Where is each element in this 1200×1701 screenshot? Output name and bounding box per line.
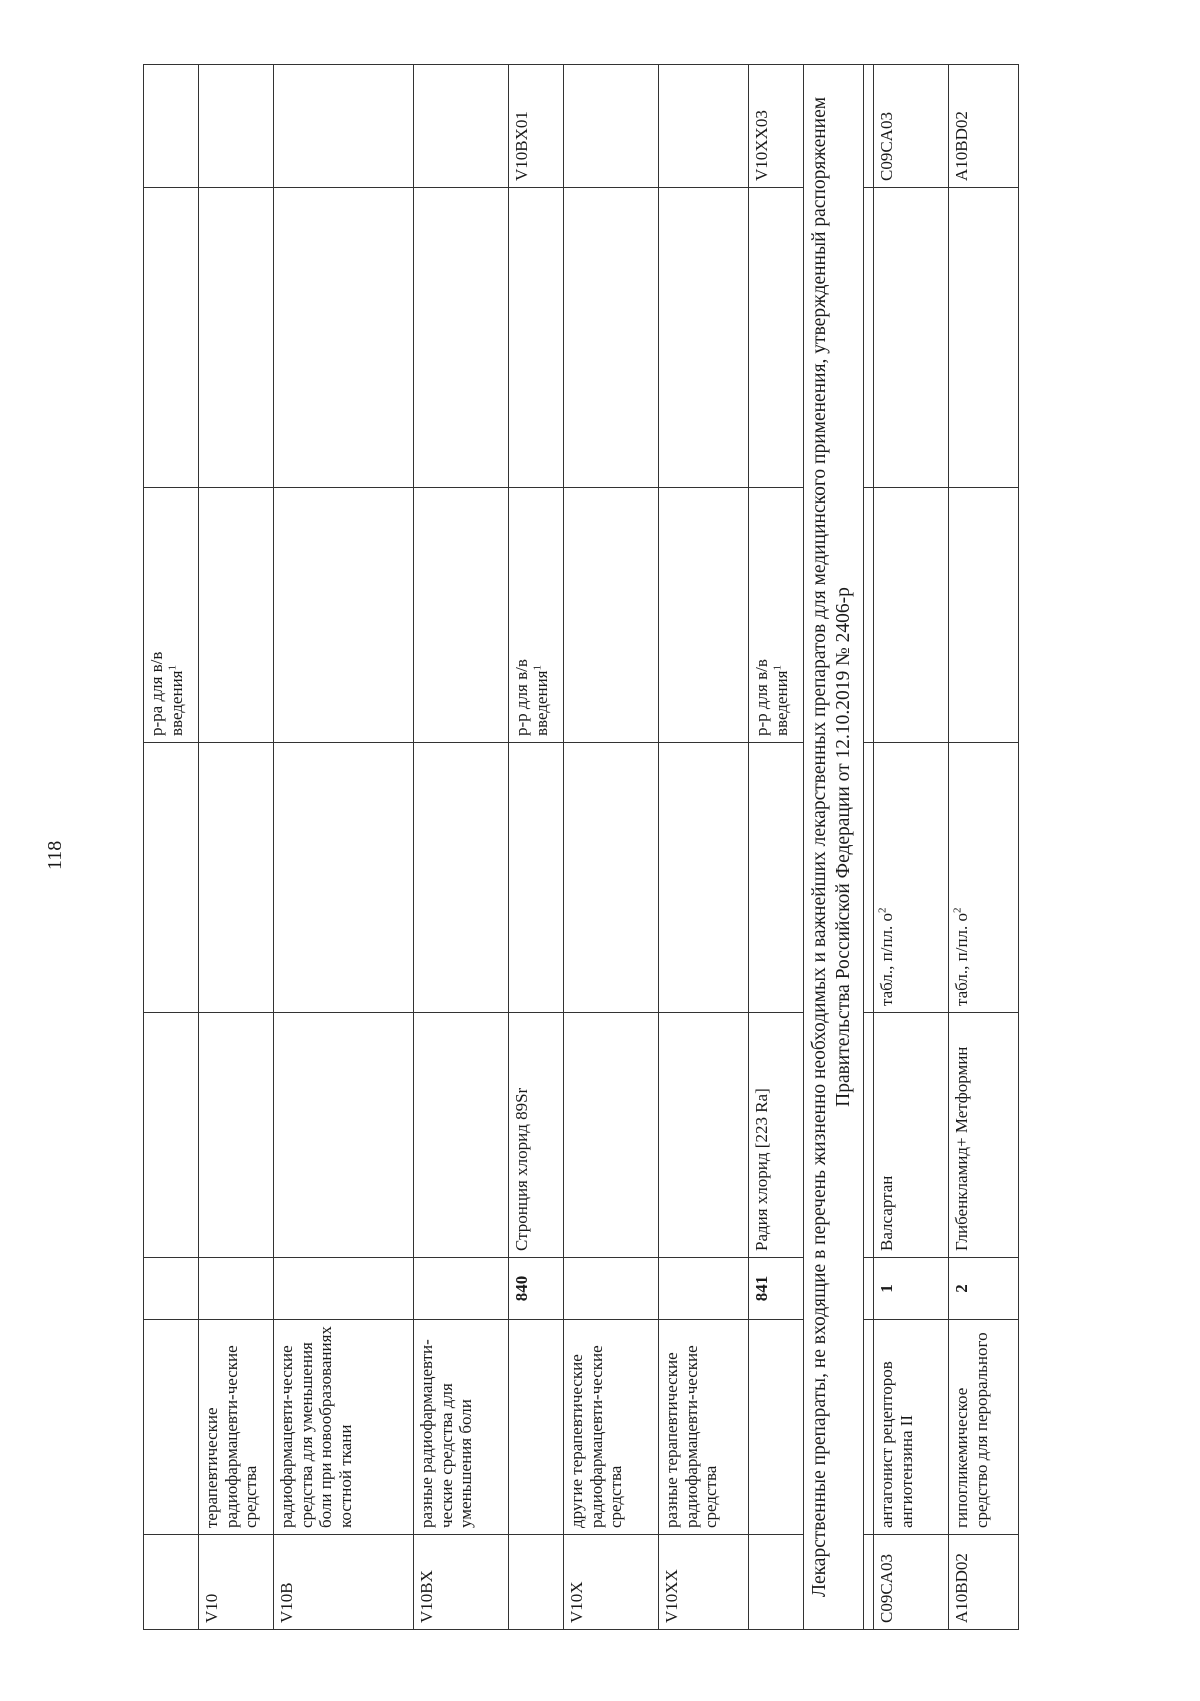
- table-row: [949, 65, 1019, 1630]
- empty-cell: [949, 188, 1019, 488]
- footnote-marker: 2: [876, 907, 889, 913]
- code-cell: [144, 1535, 199, 1630]
- empty-cell: [199, 188, 274, 488]
- number-cell: [659, 1258, 749, 1320]
- empty-cell: [874, 488, 949, 743]
- atc-cell: [274, 65, 414, 188]
- group-cell: [509, 1320, 564, 1535]
- empty-cell: [864, 1320, 874, 1535]
- group-cell: разные терапевтические радиофармацевти-ческие средства: [659, 1320, 749, 1535]
- empty-cell: [659, 743, 749, 1013]
- drug-cell: [199, 1013, 274, 1258]
- drug-cell: Стронция хлорид 89Sr: [509, 1013, 564, 1258]
- number-cell: [414, 1258, 509, 1320]
- drug-cell: [144, 1013, 199, 1258]
- dosage-form-line2: введения: [166, 670, 186, 736]
- atc-cell: V10XX03: [749, 65, 804, 188]
- atc-cell: [414, 65, 509, 188]
- empty-cell: [874, 188, 949, 488]
- dosage-form-cell: [749, 488, 804, 743]
- dosage-form-cell: [659, 488, 749, 743]
- dosage-form-cell: [199, 488, 274, 743]
- empty-cell: [864, 488, 874, 743]
- empty-cell: [414, 188, 509, 488]
- dosage-form-cell: [949, 743, 1019, 1013]
- dosage-form-line2: введения: [531, 670, 551, 736]
- empty-cell: [274, 188, 414, 488]
- footnote-marker: 1: [530, 665, 543, 671]
- empty-cell: [659, 188, 749, 488]
- atc-cell: A10BD02: [949, 65, 1019, 188]
- code-cell: V10B: [274, 1535, 414, 1630]
- number-cell: [274, 1258, 414, 1320]
- section-note: Лекарственные препараты, не входящие в перечень жизненно необходимых и важнейших лекарственных препаратов для медицинского применения, утвержденный распоряжением Правительства Российской Федерации от 12.10.2019 № 2406-р: [804, 65, 864, 1630]
- number-cell: [564, 1258, 659, 1320]
- table-row: [564, 65, 659, 1630]
- empty-cell: [144, 743, 199, 1013]
- empty-cell: [274, 743, 414, 1013]
- dosage-form-cell: [274, 488, 414, 743]
- table-row: [659, 65, 749, 1630]
- empty-cell: [949, 488, 1019, 743]
- table-row: [199, 65, 274, 1630]
- footnote-marker: 2: [951, 907, 964, 913]
- group-cell: радиофармацевти-ческие средства для уменьшения боли при новообразованиях костной ткани: [274, 1320, 414, 1535]
- dosage-form-cell: [564, 488, 659, 743]
- empty-cell: [864, 188, 874, 488]
- table-row: [274, 65, 414, 1630]
- drug-cell: [274, 1013, 414, 1258]
- number-cell: 2: [949, 1258, 1019, 1320]
- table-row: [414, 65, 509, 1630]
- group-cell: гипогликемическое средство для перорального: [949, 1320, 1019, 1535]
- number-cell: 840: [509, 1258, 564, 1320]
- code-cell: C09CA03: [874, 1535, 949, 1630]
- table-row: [509, 65, 564, 1630]
- empty-cell: [564, 743, 659, 1013]
- code-cell: V10: [199, 1535, 274, 1630]
- group-cell: антагонист рецепторов ангиотензина II: [874, 1320, 949, 1535]
- atc-cell: V10BX01: [509, 65, 564, 188]
- dosage-form-cell: [414, 488, 509, 743]
- code-cell: V10XX: [659, 1535, 749, 1630]
- group-cell: терапевтические радиофармацевти-ческие средства: [199, 1320, 274, 1535]
- table-row: [874, 65, 949, 1630]
- drug-cell: [414, 1013, 509, 1258]
- dosage-form-cell: [144, 488, 199, 743]
- code-cell: [509, 1535, 564, 1630]
- code-cell: [749, 1535, 804, 1630]
- code-cell: V10X: [564, 1535, 659, 1630]
- empty-cell: [144, 188, 199, 488]
- atc-cell: [564, 65, 659, 188]
- atc-cell: [199, 65, 274, 188]
- footnote-marker: 1: [770, 665, 783, 671]
- empty-cell: [749, 188, 804, 488]
- empty-cell: [864, 743, 874, 1013]
- number-cell: 1: [874, 1258, 949, 1320]
- atc-cell: [659, 65, 749, 188]
- dosage-form-line2: введения: [771, 670, 791, 736]
- spacer-row: [864, 65, 874, 1630]
- group-cell: [144, 1320, 199, 1535]
- footnote-marker: 1: [165, 665, 178, 671]
- empty-cell: [864, 1258, 874, 1320]
- empty-cell: [414, 743, 509, 1013]
- dosage-form: р-ра для в/в: [147, 651, 166, 736]
- group-cell: разные радиофармацевти-ческие средства для уменьшения боли: [414, 1320, 509, 1535]
- dosage-form: р-р для в/в: [512, 659, 531, 736]
- drug-cell: [659, 1013, 749, 1258]
- atc-cell: C09CA03: [874, 65, 949, 188]
- empty-cell: [864, 65, 874, 188]
- drug-table-sheet: [143, 65, 1013, 1630]
- group-cell: [749, 1320, 804, 1535]
- drug-cell: Валсартан: [874, 1013, 949, 1258]
- empty-cell: [509, 743, 564, 1013]
- empty-cell: [509, 188, 564, 488]
- code-cell: V10BX: [414, 1535, 509, 1630]
- empty-cell: [864, 1535, 874, 1630]
- number-cell: 841: [749, 1258, 804, 1320]
- number-cell: [144, 1258, 199, 1320]
- empty-cell: [749, 743, 804, 1013]
- dosage-form-cell: [874, 743, 949, 1013]
- table-row: [749, 65, 804, 1630]
- table-row: [144, 65, 199, 1630]
- group-cell: другие терапевтические радиофармацевти-ческие средства: [564, 1320, 659, 1535]
- drug-cell: Глибенкламид+ Метформин: [949, 1013, 1019, 1258]
- atc-cell: [144, 65, 199, 188]
- dosage-form: р-р для в/в: [752, 659, 771, 736]
- page-number: 118: [44, 840, 66, 870]
- code-cell: A10BD02: [949, 1535, 1019, 1630]
- empty-cell: [564, 188, 659, 488]
- drug-table: [143, 64, 1019, 1630]
- dosage-form: табл., п/пл. о: [952, 912, 971, 1006]
- drug-cell: Радия хлорид [223 Ra]: [749, 1013, 804, 1258]
- empty-cell: [199, 743, 274, 1013]
- dosage-form: табл., п/пл. о: [877, 912, 896, 1006]
- number-cell: [199, 1258, 274, 1320]
- empty-cell: [864, 1013, 874, 1258]
- section-note-row: [804, 65, 864, 1630]
- dosage-form-cell: [509, 488, 564, 743]
- drug-cell: [564, 1013, 659, 1258]
